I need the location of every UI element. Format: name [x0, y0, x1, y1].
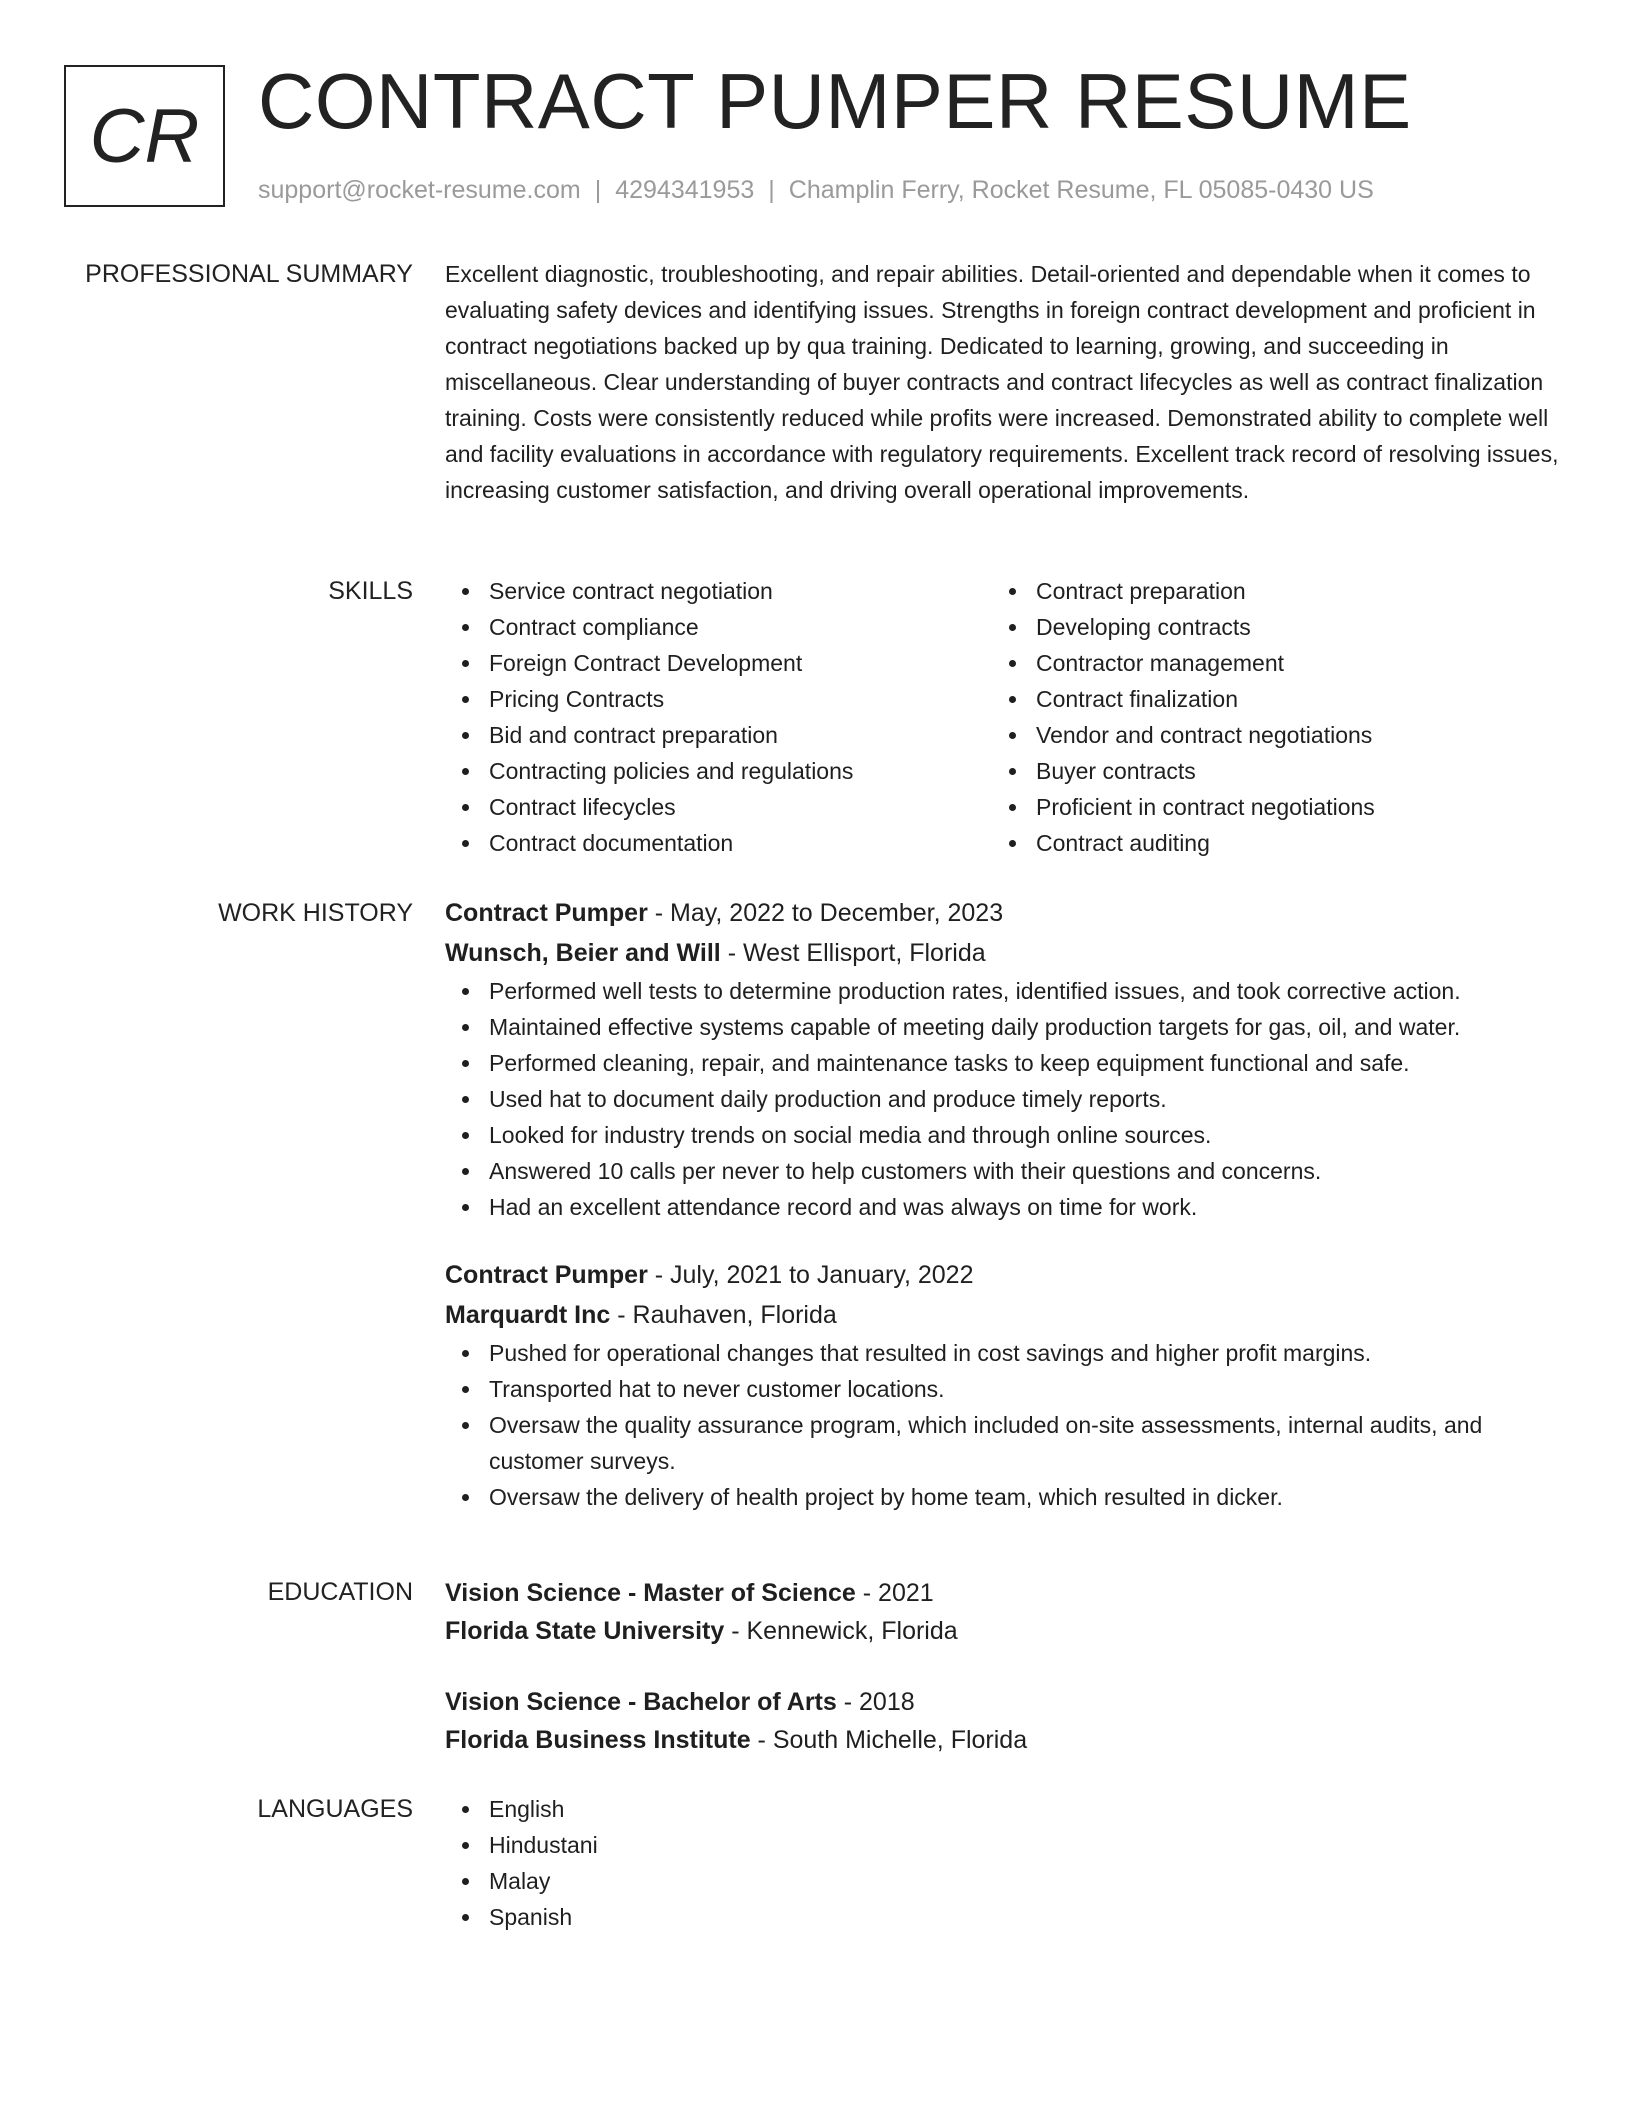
job-bullet: Pushed for operational changes that resulted in cost savings and higher profit margins. [445, 1335, 1570, 1371]
language-item: Hindustani [445, 1827, 1570, 1863]
summary-text: Excellent diagnostic, troubleshooting, and repair abilities. Detail-oriented and dependable when it comes to evaluating safety devices and identifying issues. Strengths in foreign contract development and proficient in contract negotiations backed up by qua training. Dedicated to learning, growing, and succeeding in miscellaneous. Clear understanding of buyer contracts and contract lifecycles as well as contract finalization training. Costs were consistently reduced while profits were increased. Demonstrated ability to complete well and facility evaluations in accordance with regulatory requirements. Excellent track record of resolving issues, increasing customer satisfaction, and driving overall operational improvements. [445, 261, 1559, 503]
job-company-line [445, 1295, 1570, 1335]
job-bullet: Used hat to document daily production and produce timely reports. [445, 1081, 1570, 1117]
job-bullet: Looked for industry trends on social media and through online sources. [445, 1117, 1570, 1153]
job-bullet: Maintained effective systems capable of meeting daily production targets for gas, oil, and water. [445, 1009, 1570, 1045]
skill-item: Contractor management [992, 645, 1539, 681]
skill-item: Contract finalization [992, 681, 1539, 717]
skills-list-right [992, 573, 1539, 861]
edu-location: - South Michelle, Florida [750, 1726, 1028, 1754]
job-bullet: Oversaw the delivery of health project by home team, which resulted in dicker. [445, 1479, 1570, 1515]
job-title-line [445, 893, 1570, 933]
skill-item: Foreign Contract Development [445, 645, 992, 681]
job-bullet: Performed cleaning, repair, and maintenance tasks to keep equipment functional and safe. [445, 1045, 1570, 1081]
job-company: Wunsch, Beier and Will [445, 939, 721, 967]
monogram-text: CR [89, 93, 200, 179]
edu-year: - 2018 [836, 1688, 915, 1716]
skill-item: Pricing Contracts [445, 681, 992, 717]
education-entry [445, 1574, 1570, 1650]
skill-item: Service contract negotiation [445, 573, 992, 609]
job-entry [445, 1255, 1570, 1515]
job-entry [445, 893, 1570, 1225]
monogram-logo [64, 65, 225, 207]
skill-item: Contract auditing [992, 825, 1539, 861]
summary-body [445, 256, 1570, 508]
edu-degree-line [445, 1683, 1570, 1721]
section-heading-skills: SKILLS [328, 577, 413, 605]
contact-address: Champlin Ferry, Rocket Resume, FL 05085-0430 US [788, 176, 1374, 204]
contact-separator: | [594, 176, 602, 204]
language-item: Spanish [445, 1899, 1570, 1935]
job-bullet: Performed well tests to determine production rates, identified issues, and took corrective action. [445, 973, 1570, 1009]
edu-school: Florida State University [445, 1617, 725, 1645]
skill-item: Contract preparation [992, 573, 1539, 609]
skill-item: Developing contracts [992, 609, 1539, 645]
edu-location: - Kennewick, Florida [724, 1617, 958, 1645]
contact-email[interactable]: support@rocket-resume.com [258, 176, 581, 204]
skill-item: Contract documentation [445, 825, 992, 861]
skill-item: Bid and contract preparation [445, 717, 992, 753]
edu-school: Florida Business Institute [445, 1726, 751, 1754]
skill-item: Proficient in contract negotiations [992, 789, 1539, 825]
job-bullets [445, 1335, 1570, 1515]
edu-year: - 2021 [855, 1579, 934, 1607]
skill-item: Buyer contracts [992, 753, 1539, 789]
skills-body [445, 573, 1570, 861]
job-title: Contract Pumper [445, 1261, 648, 1289]
edu-degree: Vision Science - Bachelor of Arts [445, 1688, 837, 1716]
job-title: Contract Pumper [445, 899, 648, 927]
job-bullet: Oversaw the quality assurance program, which included on-site assessments, internal audits, and customer surveys. [445, 1407, 1570, 1479]
job-bullets [445, 973, 1570, 1225]
section-heading-languages: LANGUAGES [257, 1795, 413, 1823]
contact-line [258, 174, 1374, 206]
skill-item: Vendor and contract negotiations [992, 717, 1539, 753]
education-entry [445, 1683, 1570, 1759]
section-heading-work: WORK HISTORY [218, 899, 413, 927]
job-dates: - May, 2022 to December, 2023 [647, 899, 1004, 927]
languages-body [445, 1791, 1570, 1935]
job-location: - West Ellisport, Florida [720, 939, 986, 967]
skill-item: Contract compliance [445, 609, 992, 645]
job-bullet: Had an excellent attendance record and was always on time for work. [445, 1189, 1570, 1225]
edu-degree: Vision Science - Master of Science [445, 1579, 856, 1607]
contact-separator: | [768, 176, 775, 204]
job-company-line [445, 933, 1570, 973]
edu-school-line [445, 1721, 1570, 1759]
education-body [445, 1574, 1570, 1759]
contact-phone[interactable]: 4294341953 [615, 176, 755, 204]
edu-school-line [445, 1612, 1570, 1650]
skills-grid [445, 573, 1570, 861]
job-title-line [445, 1255, 1570, 1295]
languages-list [445, 1791, 1570, 1935]
section-heading-education: EDUCATION [267, 1578, 413, 1606]
section-heading-summary: PROFESSIONAL SUMMARY [85, 260, 413, 288]
resume-title: CONTRACT PUMPER RESUME [258, 57, 1412, 145]
edu-degree-line [445, 1574, 1570, 1612]
skill-item: Contract lifecycles [445, 789, 992, 825]
job-bullet: Answered 10 calls per never to help customers with their questions and concerns. [445, 1153, 1570, 1189]
job-bullet: Transported hat to never customer locations. [445, 1371, 1570, 1407]
skills-list-left [445, 573, 992, 861]
language-item: English [445, 1791, 1570, 1827]
job-company: Marquardt Inc [445, 1301, 611, 1329]
work-body [445, 893, 1570, 1515]
language-item: Malay [445, 1863, 1570, 1899]
skill-item: Contracting policies and regulations [445, 753, 992, 789]
job-location: - Rauhaven, Florida [610, 1301, 837, 1329]
job-dates: - July, 2021 to January, 2022 [647, 1261, 974, 1289]
